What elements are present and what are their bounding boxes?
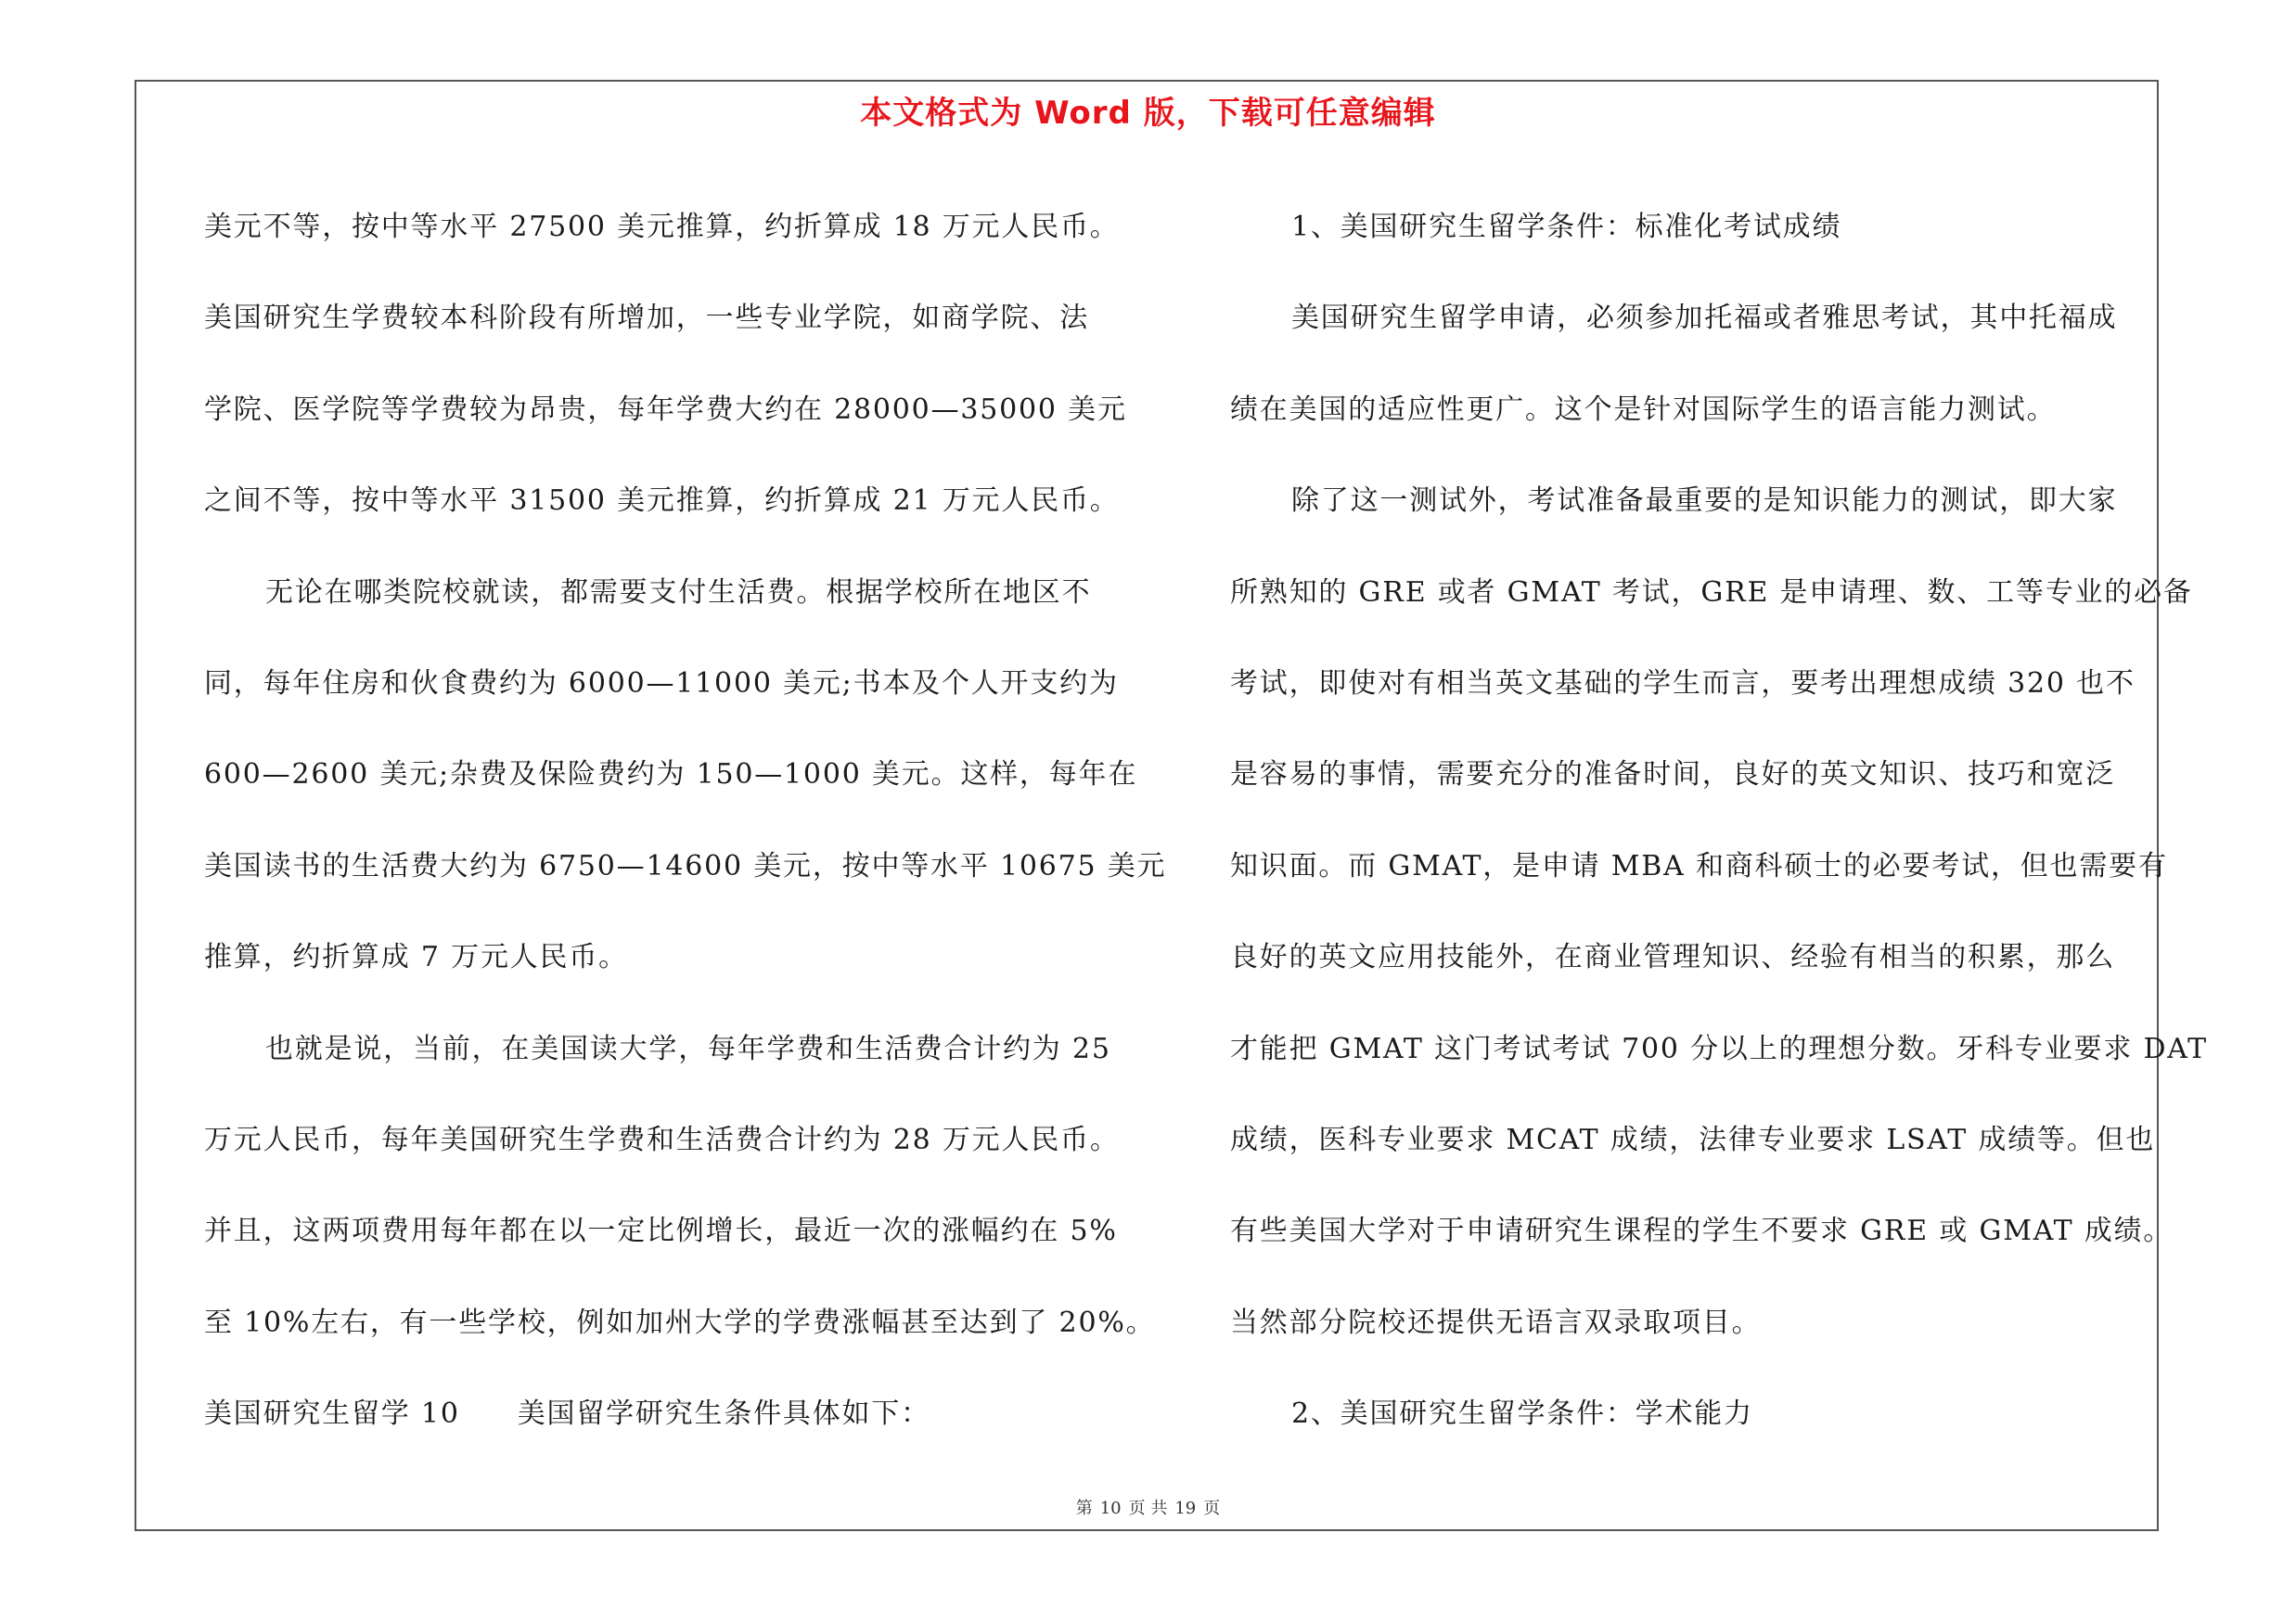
text-line: 所熟知的 GRE 或者 GMAT 考试，GRE 是申请理、数、工等专业的必备 <box>1230 575 2193 609</box>
text-line: 良好的英文应用技能外，在商业管理知识、经验有相当的积累，那么 <box>1230 941 2115 974</box>
text-line: 美元不等，按中等水平 27500 美元推算，约折算成 18 万元人民币。 <box>204 211 1120 243</box>
text-line: 是容易的事情，需要充分的准备时间，良好的英文知识、技巧和宽泛 <box>1230 758 2115 792</box>
page-number: 10 <box>1099 1499 1122 1518</box>
page-footer <box>0 1495 2296 1519</box>
document-banner: 本文格式为 Word 版，下载可任意编辑 <box>860 95 1436 132</box>
page-total: 19 <box>1174 1499 1197 1518</box>
text-line: 美国研究生留学申请，必须参加托福或者雅思考试，其中托福成 <box>1291 302 2118 335</box>
conditions-intro: 美国留学研究生条件具体如下： <box>517 1398 930 1431</box>
section-heading: 2、美国研究生留学条件：学术能力 <box>1291 1398 1753 1431</box>
right-column <box>1230 182 2208 1460</box>
footer-prefix: 第 <box>1075 1499 1093 1518</box>
text-line: 并且，这两项费用每年都在以一定比例增长，最近一次的涨幅约在 5% <box>204 1215 1118 1248</box>
text-line: 有些美国大学对于申请研究生课程的学生不要求 GRE 或 GMAT 成绩。 <box>1230 1215 2174 1248</box>
text-line: 知识面。而 GMAT，是申请 MBA 和商科硕士的必要考试，但也需要有 <box>1230 849 2168 882</box>
text-line: 600—2600 美元;杂费及保险费约为 150—1000 美元。这样，每年在 <box>204 758 1138 792</box>
text-line: 除了这一测试外，考试准备最重要的是知识能力的测试，即大家 <box>1291 484 2118 518</box>
page-reference: 美国研究生留学 10 <box>204 1398 460 1431</box>
text-line: 之间不等，按中等水平 31500 美元推算，约折算成 21 万元人民币。 <box>204 484 1120 518</box>
section-heading: 1、美国研究生留学条件：标准化考试成绩 <box>1291 211 1842 243</box>
text-line: 才能把 GMAT 这门考试考试 700 分以上的理想分数。牙科专业要求 DAT <box>1230 1032 2208 1065</box>
text-line: 至 10%左右，有一些学校，例如加州大学的学费涨幅甚至达到了 20%。 <box>204 1306 1156 1339</box>
text-line: 绩在美国的适应性更广。这个是针对国际学生的语言能力测试。 <box>1230 393 2057 426</box>
text-line: 无论在哪类院校就读，都需要支付生活费。根据学校所在地区不 <box>265 575 1092 609</box>
text-line: 万元人民币，每年美国研究生学费和生活费合计约为 28 万元人民币。 <box>204 1123 1120 1156</box>
text-line: 学院、医学院等学费较为昂贵，每年学费大约在 28000—35000 美元 <box>204 393 1127 426</box>
left-column <box>204 182 1167 1460</box>
text-line: 美国读书的生活费大约为 6750—14600 美元，按中等水平 10675 美元 <box>204 849 1167 882</box>
footer-middle: 页 共 <box>1128 1499 1168 1518</box>
text-line: 同，每年住房和伙食费约为 6000—11000 美元;书本及个人开支约为 <box>204 666 1119 700</box>
text-line: 当然部分院校还提供无语言双录取项目。 <box>1230 1306 1762 1339</box>
section-heading-line <box>204 1369 1132 1460</box>
text-line: 成绩，医科专业要求 MCAT 成绩，法律专业要求 LSAT 成绩等。但也 <box>1230 1123 2156 1156</box>
text-line: 也就是说，当前，在美国读大学，每年学费和生活费合计约为 25 <box>265 1032 1111 1065</box>
text-line: 考试，即使对有相当英文基础的学生而言，要考出理想成绩 320 也不 <box>1230 666 2136 700</box>
footer-suffix: 页 <box>1203 1499 1221 1518</box>
text-line: 美国研究生学费较本科阶段有所增加，一些专业学院，如商学院、法 <box>204 302 1089 335</box>
text-line: 推算，约折算成 7 万元人民币。 <box>204 941 628 974</box>
